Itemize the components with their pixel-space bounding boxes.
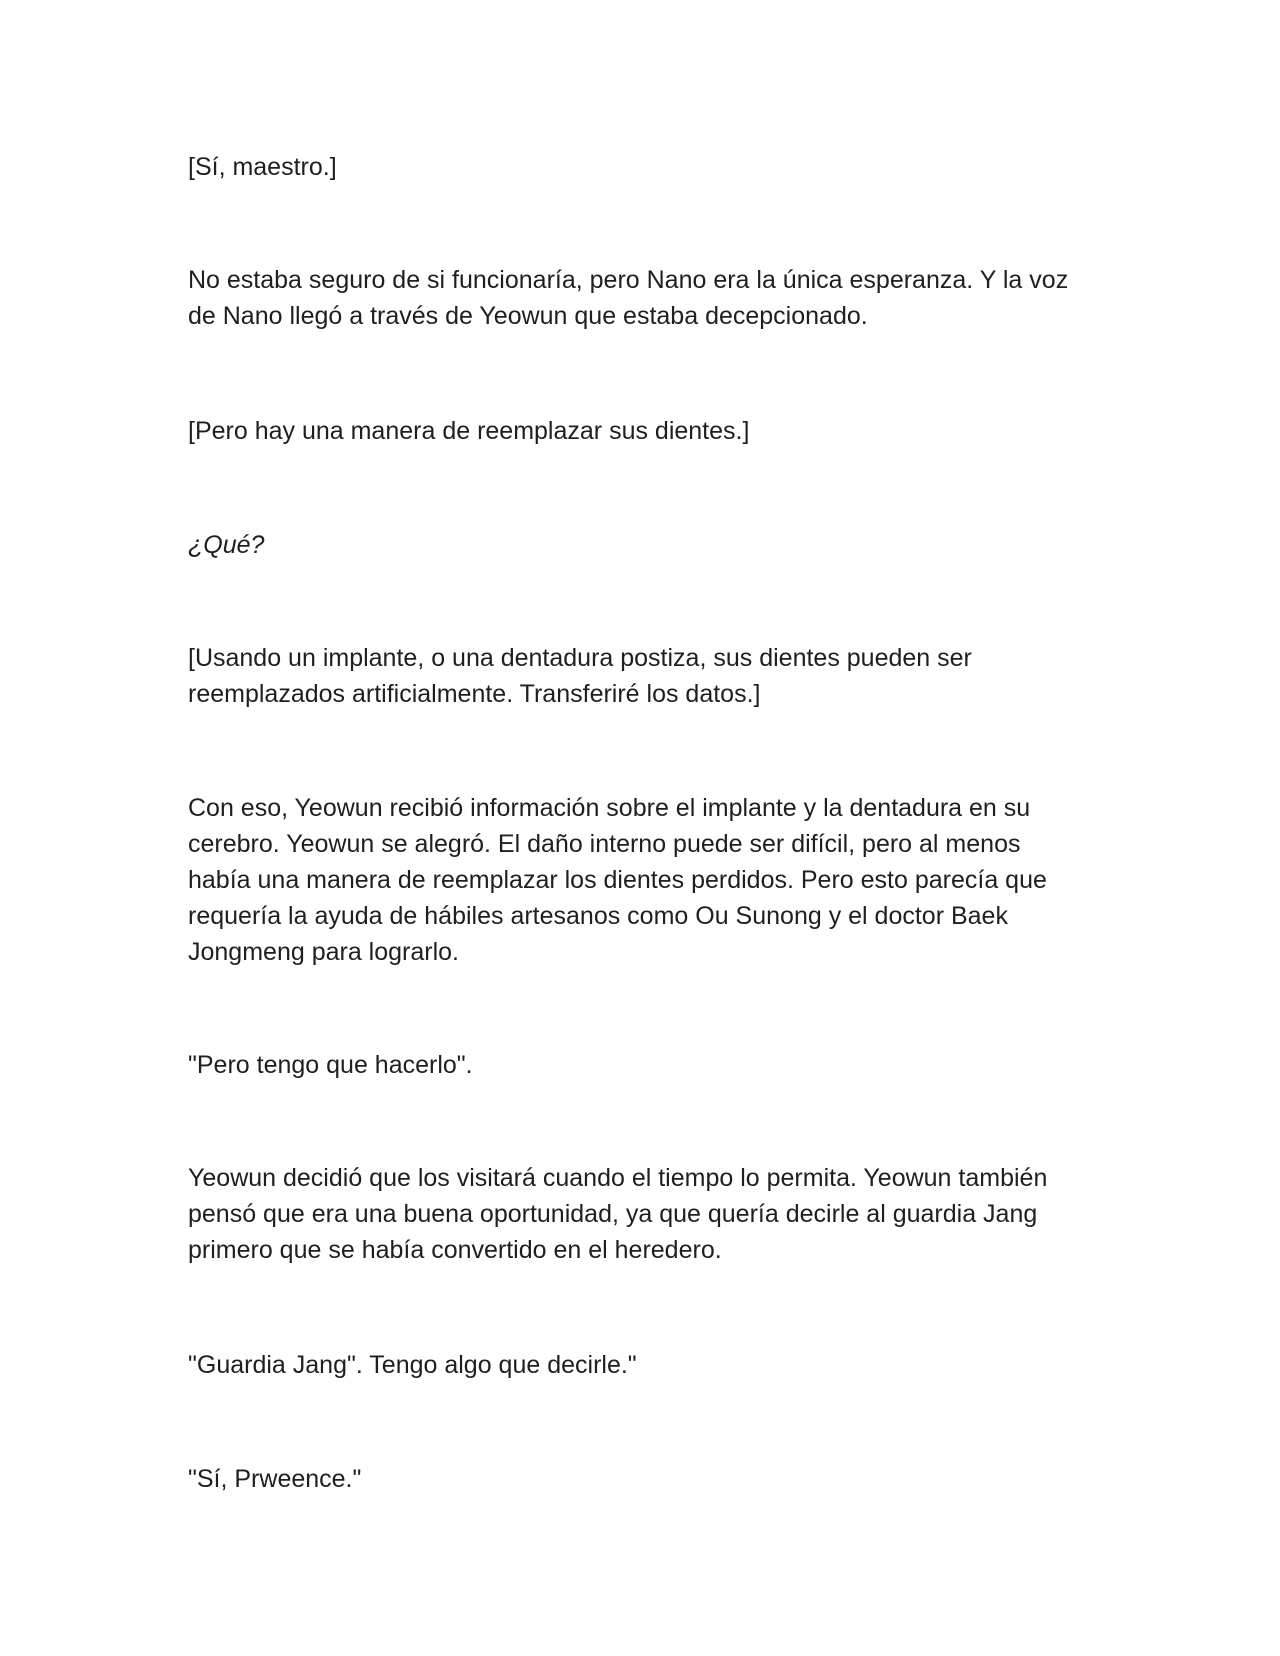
paragraph-1: [Sí, maestro.] (188, 153, 337, 181)
paragraph-5: [Usando un implante, o una dentadura postiza, sus dientes pueden ser reemplazados artificialmente. Transferiré los datos.] (188, 644, 972, 708)
paragraph-10: "Sí, Prweence." (188, 1465, 362, 1493)
paragraph-2: No estaba seguro de si funcionaría, pero Nano era la única esperanza. Y la voz de Nano llegó a través de Yeowun que estaba decepcionado. (188, 266, 1069, 330)
paragraph-4: ¿Qué? (188, 531, 265, 559)
paragraph-9: "Guardia Jang". Tengo algo que decirle." (188, 1351, 637, 1379)
paragraph-8: Yeowun decidió que los visitará cuando el tiempo lo permita. Yeowun también pensó que era una buena oportunidad, ya que quería decirle al guardia Jang primero que se había convertido en el heredero. (188, 1164, 1048, 1264)
paragraph-6: Con eso, Yeowun recibió información sobre el implante y la dentadura en su cerebro. Yeowun se alegró. El daño interno puede ser difícil, pero al menos había una manera de reemplazar los dientes perdidos. Pero esto parecía que requería la ayuda de hábiles artesanos como Ou Sunong y el doctor Baek Jongmeng para lograrlo. (188, 794, 1047, 966)
paragraph-3: [Pero hay una manera de reemplazar sus dientes.] (188, 417, 750, 445)
paragraph-7: "Pero tengo que hacerlo". (188, 1051, 473, 1079)
